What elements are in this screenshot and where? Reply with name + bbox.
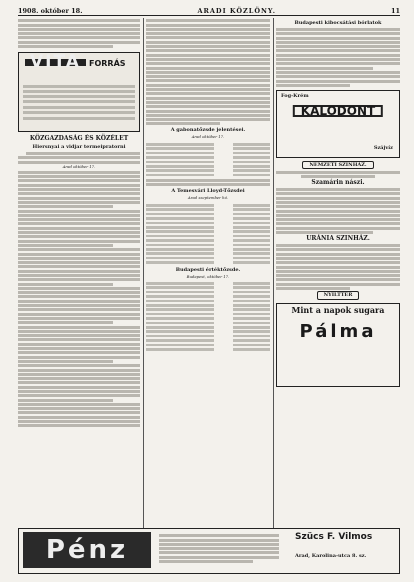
vita-logo: VITA [25,59,86,66]
market-title: A gabonatőzsde jelentései. [170,127,246,134]
kalodont-note: Szájvíz [373,145,393,152]
vita-forras-ad [18,52,140,132]
palma-logo: Pálma [299,320,377,342]
lloyd-table [146,203,270,264]
column-rule-2 [273,18,274,574]
column-3 [276,18,400,574]
article-dateline: Arad október 17. [62,163,96,169]
page-number: 11 [390,7,400,15]
lloyd-title: A Temesvári Lloyd-Tőzsdei [171,188,245,195]
market-dateline: Arad október 17. [191,134,225,140]
szucs-address: Arad, Karolina-utca 8. sz. [295,553,367,559]
column-2 [146,18,270,574]
column-rule-1 [143,18,144,574]
szucs-name: Szücs F. Vilmos [295,532,373,542]
masthead: ARADI KÖZLÖNY. [197,7,276,15]
col3-top-title: Budapesti kibocsátási bórlatok [294,20,382,26]
kalodont-logo: KALODONT [293,105,383,118]
lloyd-dateline: Arad szeptember hó. [187,195,229,201]
exchange-title: Budapesti értéktőzsde. [175,266,241,273]
article-title: Hiersnyai a vidjar termeipratorni [32,144,126,151]
exchange-table [146,281,270,351]
kalodont-tagline: Fog-Krém [281,92,309,99]
nyiltter-title: NYILTTÉR [317,291,360,300]
palma-headline: Mint a napok sugara [291,304,385,315]
market-table [146,142,270,177]
bottom-banner-ad [18,528,400,574]
forras-logo: FORRÁS [89,59,126,69]
banner-middle-text [159,533,279,569]
urania-title: URÁNIA SZINHÁZ. [306,235,370,243]
section-title: KÖZGAZDASÁG ÉS KÖZÉLET [29,135,129,143]
header-date: 1908. október 18. [18,7,83,15]
page-header [18,4,400,16]
penz-logo: Pénz [23,532,151,568]
column-1 [18,18,140,574]
palma-ad [276,303,400,387]
kalodont-ad [276,90,400,158]
exchange-dateline: Budapest, október 17. [186,273,230,279]
theatre-title: NEMZETI SZINHÁZ. [302,161,373,170]
theatre-play: Szamárin nászi. [311,179,365,187]
